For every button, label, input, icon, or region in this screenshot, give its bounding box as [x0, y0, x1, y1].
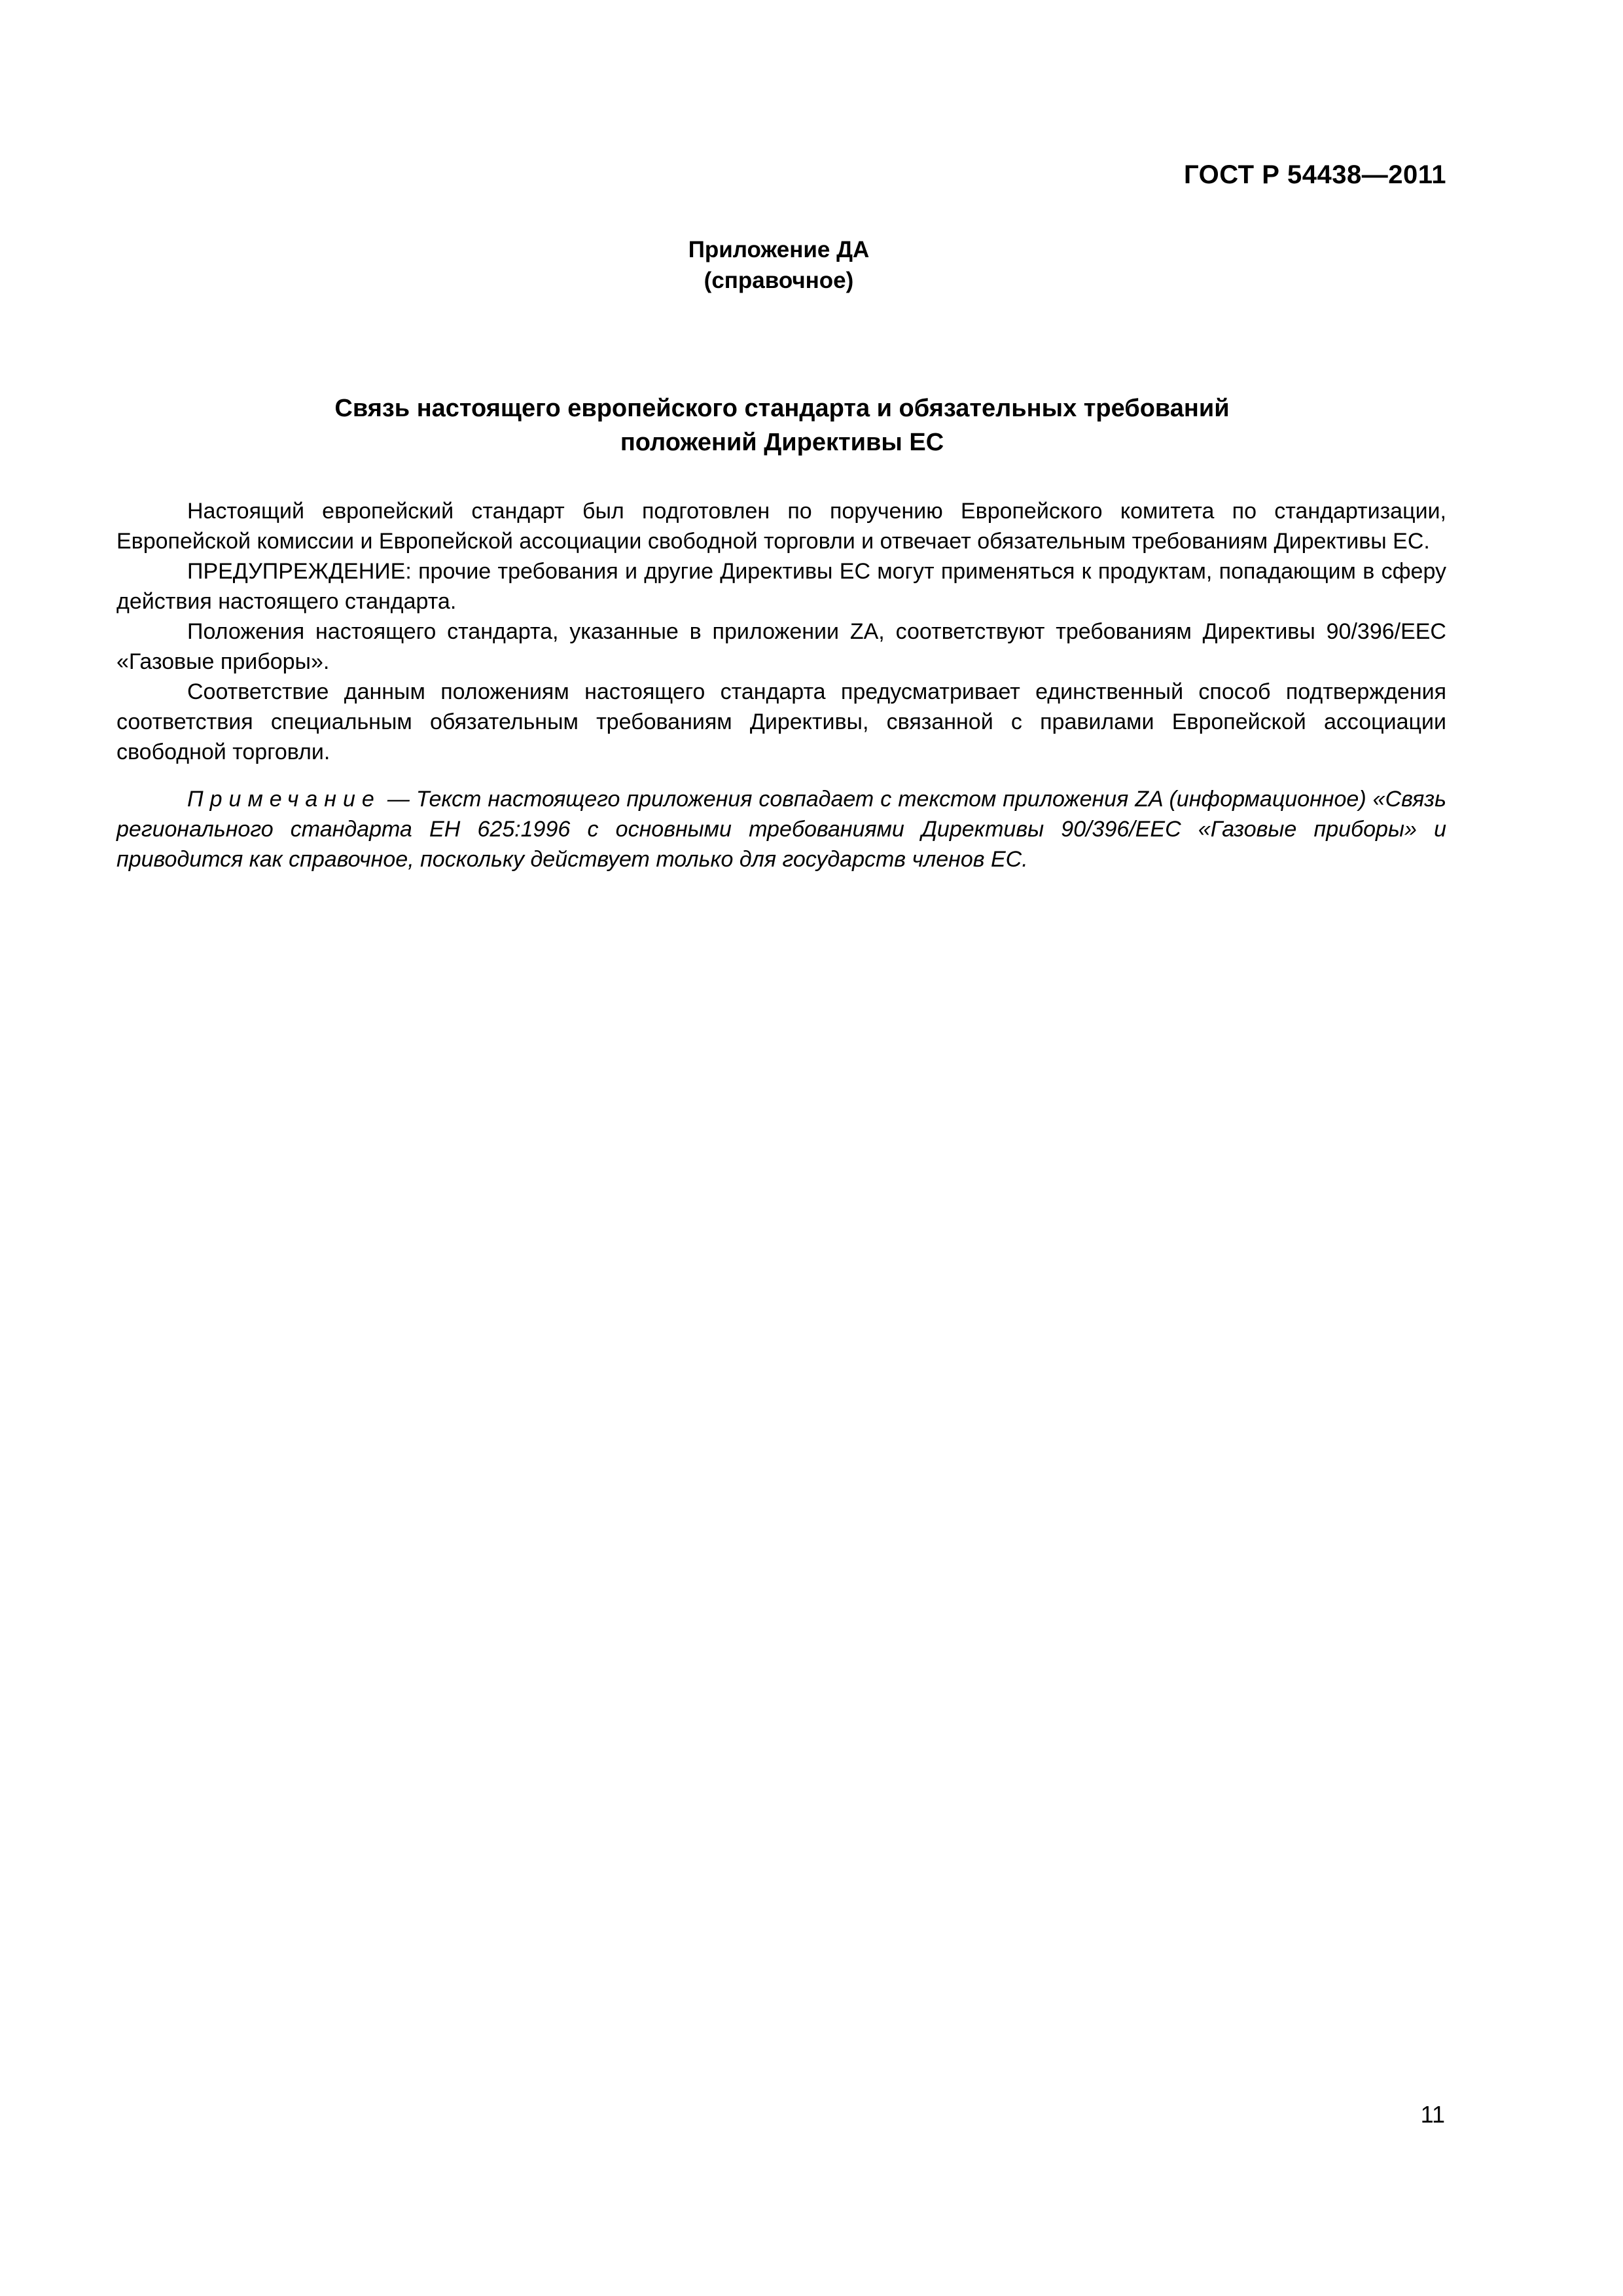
document-code: ГОСТ Р 54438—2011 — [1184, 160, 1446, 189]
paragraph-3: Положения настоящего стандарта, указанные в приложении ZA, соответствуют требованиям Директивы 90/396/EEC «Газовые приборы». — [116, 619, 1446, 674]
paragraph-1: Настоящий европейский стандарт был подготовлен по поручению Европейского комитета по стандартизации, Европейской комиссии и Европейской ассоциации свободной торговли и отвечает обязательным требованиям Директивы ЕС. — [116, 499, 1446, 554]
body-text — [116, 496, 1446, 874]
paragraph-2: ПРЕДУПРЕЖДЕНИЕ: прочие требования и другие Директивы ЕС могут применяться к продуктам, попадающим в сферу действия настоящего стандарта. — [116, 559, 1446, 614]
section-title-line-1: Связь настоящего европейского стандарта и обязательных требований — [334, 395, 1230, 422]
appendix-type: (справочное) — [704, 268, 854, 293]
note-dash: — — [380, 787, 416, 812]
note-label: Примечание — [187, 787, 381, 812]
section-title-line-2: положений Директивы ЕС — [620, 429, 944, 456]
note-paragraph — [116, 784, 1446, 874]
note-text: Текст настоящего приложения совпадает с текстом приложения ZA (информационное) «Связь регионального стандарта ЕН 625:1996 с основными требованиями Директивы 90/396/EEC «Газовые приборы» и приводится как справочное, поскольку действует только для государств членов ЕС. — [116, 787, 1446, 872]
paragraph-4: Соответствие данным положениям настоящего стандарта предусматривает единственный способ подтверждения соответствия специальным обязательным требованиям Директивы, связанной с правилами Европейской ассоциации свободной торговли. — [116, 679, 1446, 764]
appendix-heading — [0, 234, 1558, 296]
page-number: 11 — [1420, 2101, 1445, 2128]
appendix-label: Приложение ДА — [688, 237, 870, 262]
section-title — [118, 391, 1446, 459]
